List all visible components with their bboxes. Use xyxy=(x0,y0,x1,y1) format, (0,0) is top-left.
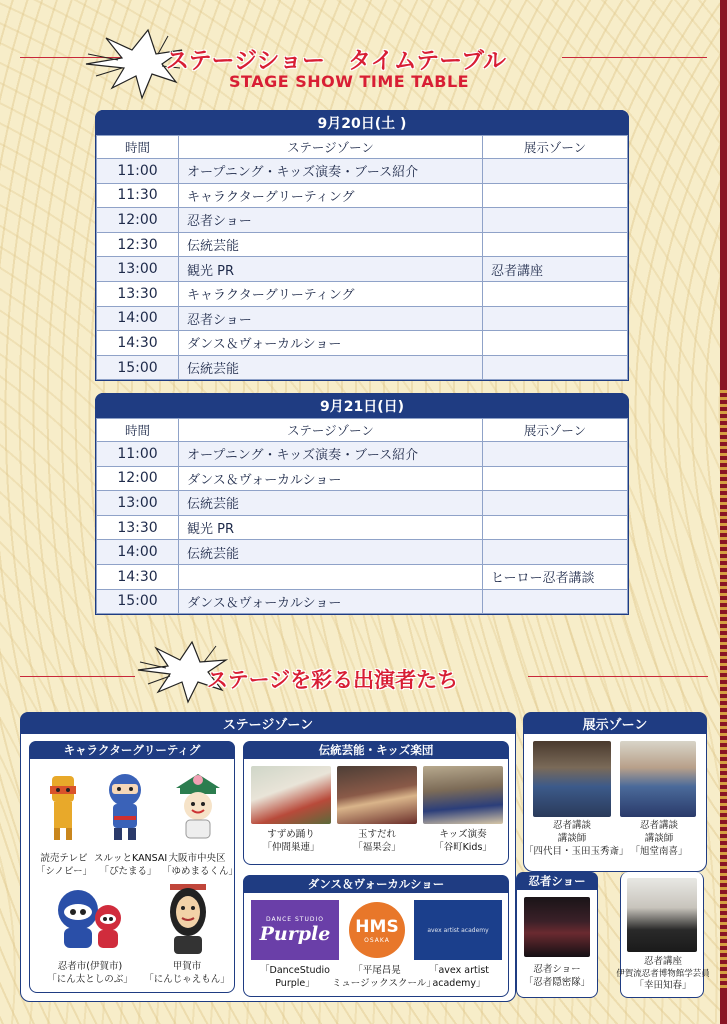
dance-caption: 「avex artist academy」 xyxy=(428,965,490,989)
time-cell: 13:00 xyxy=(97,491,179,516)
kyokudo-nanki-photo xyxy=(620,741,696,817)
schedule-row xyxy=(97,208,628,233)
ninja-show-photo xyxy=(524,897,590,957)
stage-cell: ダンス＆ヴォーカルショー xyxy=(179,589,483,614)
schedule-row xyxy=(97,442,628,467)
exhibit-caption: 忍者講談 講談師 「四代目・玉田玉秀斎」 xyxy=(524,820,629,857)
col-exhibit: 展示ゾーン xyxy=(483,136,628,159)
tamasudare-photo xyxy=(337,766,417,824)
time-cell: 12:30 xyxy=(97,232,179,257)
day1-timetable xyxy=(95,110,629,381)
shinobi-mascot-icon xyxy=(44,776,82,842)
schedule-row xyxy=(97,159,628,184)
ninja-show-caption: 忍者ショー 「忍者隠密隊」 xyxy=(523,964,591,988)
ninja-show-title: 忍者ショー xyxy=(516,872,598,890)
exhibit-cell xyxy=(483,183,628,208)
timetable-header xyxy=(0,20,727,100)
time-cell: 14:30 xyxy=(97,564,179,589)
exhibit-cell xyxy=(483,355,628,380)
time-cell: 13:30 xyxy=(97,281,179,306)
schedule-row xyxy=(97,564,628,589)
schedule-row xyxy=(97,466,628,491)
dance-panel xyxy=(243,875,509,997)
day2-timetable xyxy=(95,393,629,615)
exhibit-caption: 忍者講座 伊賀流忍者博物館学芸員 「幸田知春」 xyxy=(616,956,710,991)
stage-zone-title: ステージゾーン xyxy=(20,712,516,734)
stage-cell: 伝統芸能 xyxy=(179,355,483,380)
time-cell: 11:00 xyxy=(97,159,179,184)
character-panel xyxy=(29,741,239,993)
col-time: 時間 xyxy=(97,136,179,159)
exhibit-cell: 忍者講座 xyxy=(483,257,628,282)
time-cell: 13:30 xyxy=(97,515,179,540)
hms-osaka-logo: HMS OSAKA xyxy=(346,900,408,960)
stage-cell: 忍者ショー xyxy=(179,208,483,233)
stage-cell: 忍者ショー xyxy=(179,306,483,331)
schedule-row xyxy=(97,232,628,257)
schedule-row xyxy=(97,257,628,282)
col-stage: ステージゾーン xyxy=(179,419,483,442)
time-cell: 11:00 xyxy=(97,442,179,467)
schedule-row xyxy=(97,589,628,614)
stage-cell: 伝統芸能 xyxy=(179,491,483,516)
header-rule-right xyxy=(562,57,707,58)
exhibit-cell xyxy=(483,491,628,516)
exhibit-cell xyxy=(483,331,628,356)
stage-cell: 伝統芸能 xyxy=(179,232,483,257)
stage-cell: 観光 PR xyxy=(179,257,483,282)
exhibit-cell: ヒーロー忍者講談 xyxy=(483,564,628,589)
dance-caption: 「平尾昌晃 ミュージックスクール」 xyxy=(332,965,436,989)
exhibit-cell xyxy=(483,540,628,565)
time-cell: 11:30 xyxy=(97,183,179,208)
exhibit-cell xyxy=(483,281,628,306)
col-stage: ステージゾーン xyxy=(179,136,483,159)
exhibit-caption: 忍者講談 講談師 「旭堂南喜」 xyxy=(630,820,688,857)
exhibit-cell xyxy=(483,589,628,614)
header-rule-right xyxy=(528,676,708,677)
schedule-row xyxy=(97,331,628,356)
day2-header-row xyxy=(97,419,628,442)
exhibit-cell xyxy=(483,306,628,331)
character-caption: スルッとKANSAI 「ぴたまる」 xyxy=(94,853,168,877)
stage-cell: 伝統芸能 xyxy=(179,540,483,565)
time-cell: 14:00 xyxy=(97,306,179,331)
exhibit-zone-title: 展示ゾーン xyxy=(523,712,707,734)
schedule-row xyxy=(97,281,628,306)
traditional-title: 伝統芸能・キッズ楽団 xyxy=(243,741,509,759)
traditional-caption: 玉すだれ 「福果会」 xyxy=(353,829,401,853)
col-exhibit: 展示ゾーン xyxy=(483,419,628,442)
exhibit-zone-panel xyxy=(523,712,707,872)
day1-header-row xyxy=(97,136,628,159)
ninjaemon-mascot-icon xyxy=(162,882,214,956)
dance-studio-purple-logo: DANCE STUDIO Purple xyxy=(251,900,339,960)
stage-cell xyxy=(179,564,483,589)
schedule-row xyxy=(97,540,628,565)
yumemaru-mascot-icon xyxy=(170,772,226,842)
schedule-row xyxy=(97,515,628,540)
avex-artist-academy-logo: avex artist academy xyxy=(414,900,502,960)
stage-cell: ダンス＆ヴォーカルショー xyxy=(179,331,483,356)
schedule-row xyxy=(97,183,628,208)
time-cell: 14:30 xyxy=(97,331,179,356)
stage-cell: キャラクターグリーティング xyxy=(179,183,483,208)
schedule-row xyxy=(97,491,628,516)
schedule-row xyxy=(97,306,628,331)
exhibit-cell xyxy=(483,442,628,467)
time-cell: 14:00 xyxy=(97,540,179,565)
day1-table xyxy=(96,135,628,380)
stage-cell: オープニング・キッズ演奏・ブース紹介 xyxy=(179,442,483,467)
traditional-caption: キッズ演奏 「谷町Kids」 xyxy=(434,829,492,853)
col-time: 時間 xyxy=(97,419,179,442)
ninta-shinobu-mascot-icon xyxy=(52,888,126,952)
timetable-subtitle: STAGE SHOW TIME TABLE xyxy=(229,72,470,91)
time-cell: 12:00 xyxy=(97,208,179,233)
character-caption: 大阪市中央区 「ゆめまるくん」 xyxy=(162,853,239,877)
character-caption: 忍者市(伊賀市) 「にん太としのぶ」 xyxy=(47,961,133,985)
stage-cell: ダンス＆ヴォーカルショー xyxy=(179,466,483,491)
performers-title: ステージを彩る出演者たち xyxy=(207,668,459,692)
stage-cell: 観光 PR xyxy=(179,515,483,540)
stage-cell: キャラクターグリーティング xyxy=(179,281,483,306)
stage-zone-panel xyxy=(20,712,516,1002)
exhibit-cell xyxy=(483,159,628,184)
schedule-row xyxy=(97,355,628,380)
stage-cell: オープニング・キッズ演奏・ブース紹介 xyxy=(179,159,483,184)
character-caption: 甲賀市 「にんじゃえもん」 xyxy=(144,961,230,985)
exhibit-cell xyxy=(483,466,628,491)
day2-table xyxy=(96,418,628,614)
traditional-panel xyxy=(243,741,509,865)
character-title: キャラクターグリーティグ xyxy=(29,741,235,759)
traditional-caption: すずめ踊り 「仲間巣連」 xyxy=(262,829,320,853)
performers-header xyxy=(0,636,727,706)
exhibit-cell xyxy=(483,208,628,233)
pitamaru-mascot-icon xyxy=(102,772,148,842)
koda-chiharu-photo xyxy=(627,878,697,952)
ninja-show-panel xyxy=(516,872,598,998)
time-cell: 12:00 xyxy=(97,466,179,491)
tamada-gyokushusai-photo xyxy=(533,741,611,817)
day1-date: 9月20日(土 ) xyxy=(95,110,629,135)
timetable-title: ステージショー タイムテーブル xyxy=(166,48,507,74)
exhibit-cell xyxy=(483,515,628,540)
day2-date: 9月21日(日) xyxy=(95,393,629,418)
exhibit-cell xyxy=(483,232,628,257)
header-rule-left xyxy=(20,676,135,677)
time-cell: 13:00 xyxy=(97,257,179,282)
character-caption: 読売テレビ 「シノビー」 xyxy=(35,853,93,877)
kids-band-photo xyxy=(423,766,503,824)
dance-caption: 「DanceStudio Purple」 xyxy=(260,965,330,989)
suzume-odori-photo xyxy=(251,766,331,824)
time-cell: 15:00 xyxy=(97,589,179,614)
ninja-lecture-panel xyxy=(616,872,710,998)
dance-title: ダンス＆ヴォーカルショー xyxy=(243,875,509,893)
time-cell: 15:00 xyxy=(97,355,179,380)
